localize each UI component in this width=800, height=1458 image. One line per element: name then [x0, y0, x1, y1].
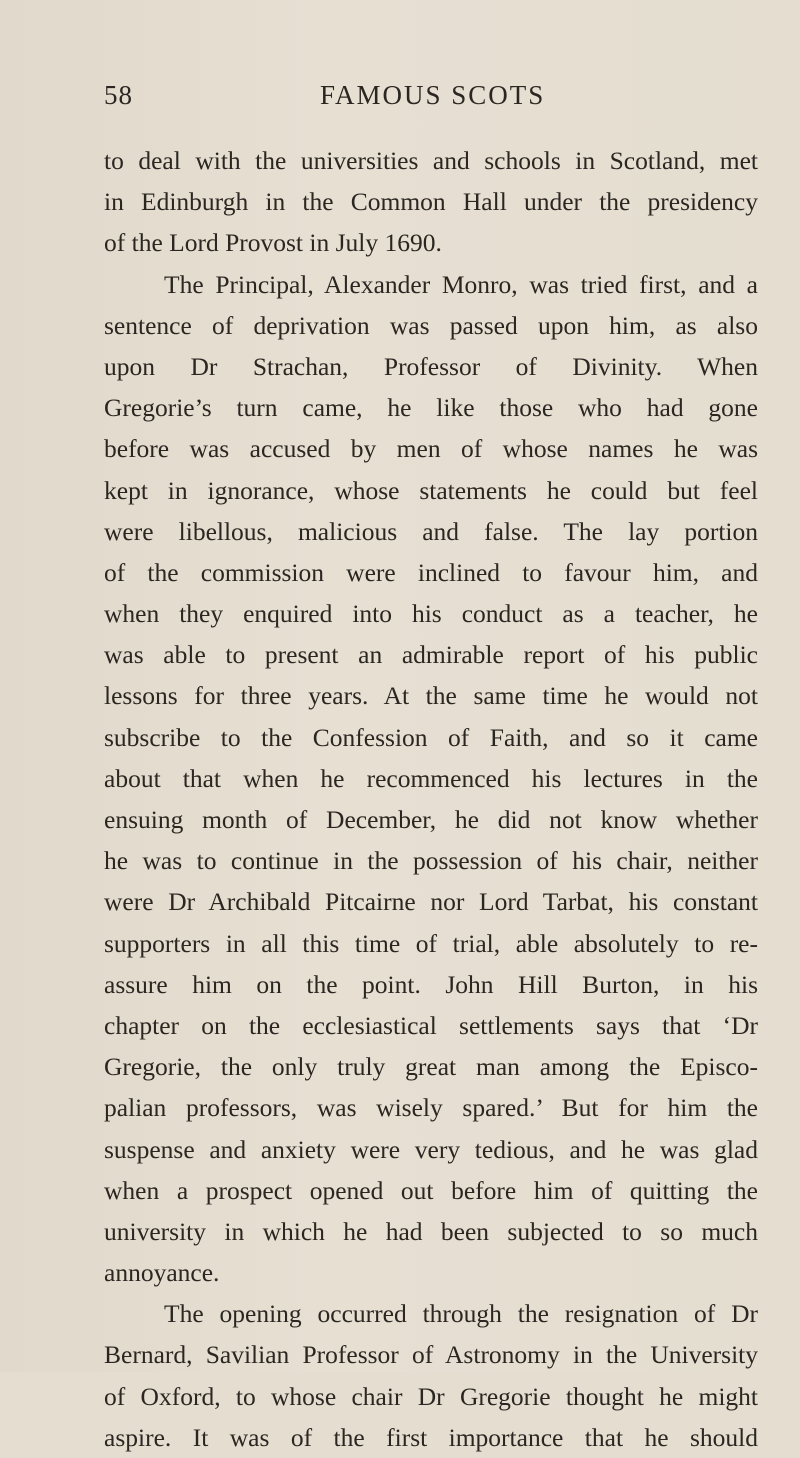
text-line: Gregorie, the only truly great man among the Episco- — [104, 1052, 758, 1082]
text-line: Gregorie’s turn came, he like those who had gone — [104, 393, 758, 423]
text-line: he was to continue in the possession of his chair, neither — [104, 846, 758, 876]
text-line: The Principal, Alexander Monro, was tried first, and a — [164, 269, 758, 299]
text-line: upon Dr Strachan, Professor of Divinity. When — [104, 351, 758, 381]
text-line: of the commission were inclined to favour him, and — [104, 557, 758, 587]
text-line: about that when he recommenced his lectures in the — [104, 763, 758, 793]
text-line: supporters in all this time of trial, able absolutely to re- — [104, 928, 758, 958]
text-line: when they enquired into his conduct as a teacher, he — [104, 599, 758, 629]
text-line: aspire. It was of the first importance that he should — [104, 1422, 758, 1452]
text-line: were libellous, malicious and false. The lay portion — [104, 516, 758, 546]
text-line: chapter on the ecclesiastical settlements says that ‘Dr — [104, 1010, 758, 1040]
text-line: before was accused by men of whose names he was — [104, 434, 758, 464]
running-title: FAMOUS SCOTS — [320, 80, 546, 110]
text-line: of the Lord Provost in July 1690. — [104, 228, 442, 258]
text-line: were Dr Archibald Pitcairne nor Lord Tarbat, his constant — [104, 887, 758, 917]
text-line: was able to present an admirable report of his public — [104, 640, 758, 670]
text-line: suspense and anxiety were very tedious, and he was glad — [104, 1134, 758, 1164]
text-line: kept in ignorance, whose statements he could but feel — [104, 475, 758, 505]
body-text — [104, 140, 758, 1458]
text-line: Bernard, Savilian Professor of Astronomy in the University — [104, 1340, 758, 1370]
text-line: of Oxford, to whose chair Dr Gregorie thought he might — [104, 1381, 758, 1411]
text-line: university in which he had been subjected to so much — [104, 1216, 758, 1246]
text-line: when a prospect opened out before him of quitting the — [104, 1175, 758, 1205]
text-line: annoyance. — [104, 1258, 220, 1288]
text-line: sentence of deprivation was passed upon him, as also — [104, 310, 758, 340]
text-line: The opening occurred through the resignation of Dr — [164, 1299, 758, 1329]
text-line: subscribe to the Confession of Faith, and so it came — [104, 722, 758, 752]
text-line: ensuing month of December, he did not know whether — [104, 805, 758, 834]
page-number: 58 — [104, 80, 133, 110]
text-line: palian professors, was wisely spared.’ But for him the — [104, 1093, 758, 1123]
running-head — [104, 80, 764, 120]
text-line: lessons for three years. At the same time he would not — [104, 681, 758, 711]
text-line: in Edinburgh in the Common Hall under the presidency — [104, 187, 758, 217]
text-line: assure him on the point. John Hill Burton, in his — [104, 969, 758, 999]
text-line: to deal with the universities and schools in Scotland, met — [104, 146, 758, 175]
